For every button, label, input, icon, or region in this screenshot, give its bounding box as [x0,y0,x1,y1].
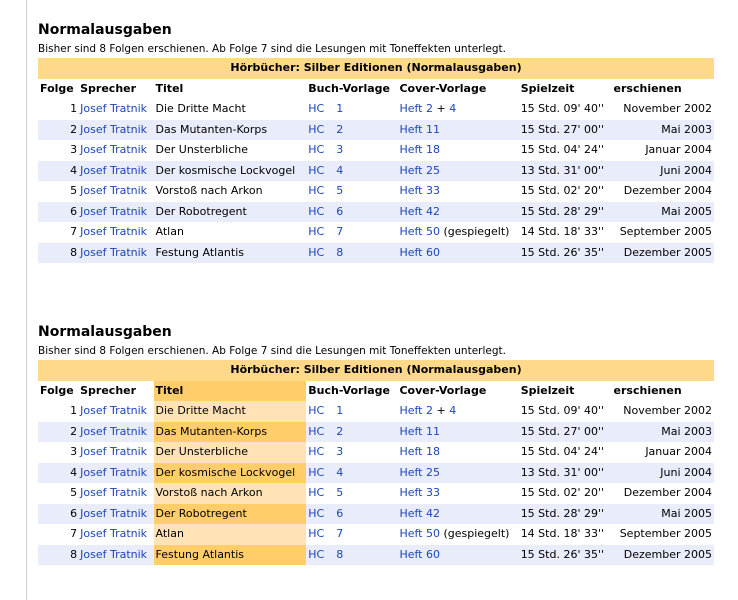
folge-cell: 7 [70,527,78,541]
hc-link[interactable]: HC 7 [308,225,344,239]
erschienen-cell: Mai 2005 [612,202,714,223]
titel-cell: Der kosmische Lockvogel [154,161,307,182]
buch-vorlage-cell [306,442,397,463]
table-row [38,243,714,264]
column-header-erschienen: erschienen [613,81,682,95]
sprecher-link[interactable]: Josef Tratnik [80,424,148,438]
table-row [38,442,714,463]
column-header-folge: Folge [40,383,74,397]
titel-cell: Der Robotregent [154,504,307,525]
buch-vorlage-cell [306,243,397,264]
sprecher-link[interactable]: Josef Tratnik [80,465,148,479]
cover-vorlage-cell [397,422,518,443]
sprecher-cell [78,202,153,223]
sprecher-link[interactable]: Josef Tratnik [80,102,148,116]
erschienen-cell: Mai 2003 [612,120,714,141]
cover-vorlage-cell [397,161,518,182]
spielzeit-cell: 15 Std. 02' 20'' [520,184,605,198]
sprecher-link[interactable]: Josef Tratnik [80,445,148,459]
folge-cell: 5 [70,486,78,500]
erschienen-cell: November 2002 [623,404,712,418]
folge-cell: 8 [38,243,78,264]
sprecher-cell [78,120,153,141]
section-intro: Bisher sind 8 Folgen erschienen. Ab Folge 7 sind die Lesungen mit Toneffekten unterlegt. [38,345,506,357]
titel-cell: Das Mutanten-Korps [154,120,307,141]
folge-cell: 6 [38,202,78,223]
heft-link[interactable]: Heft 60 [399,245,440,259]
hc-link[interactable]: HC 2 [308,122,344,136]
hc-link[interactable]: HC 8 [308,547,344,561]
sprecher-cell [78,401,153,422]
section-intro: Bisher sind 8 Folgen erschienen. Ab Folge 7 sind die Lesungen mit Toneffekten unterlegt. [38,43,506,55]
table-row [38,99,714,120]
column-header-titel: Titel [154,381,307,402]
folge-cell: 6 [38,504,78,525]
table-row [38,504,714,525]
sprecher-link[interactable]: Josef Tratnik [80,486,148,500]
hc-link[interactable]: HC 4 [308,465,344,479]
spielzeit-cell: 15 Std. 28' 29'' [519,504,612,525]
buch-vorlage-cell [306,120,397,141]
column-header-sprecher: Sprecher [80,81,137,95]
erschienen-cell: Dezember 2004 [623,184,712,198]
sprecher-cell [78,483,153,504]
cover-vorlage-cell [397,140,518,161]
cover-vorlage-cell [397,243,518,264]
table-row [38,202,714,223]
column-header-cover-vorlage: Cover-Vorlage [399,81,487,95]
episodes-table [38,58,714,263]
sprecher-link[interactable]: Josef Tratnik [80,204,148,218]
folge-cell: 1 [70,102,78,116]
heft-link[interactable]: Heft 42 [399,204,440,218]
buch-vorlage-cell [306,463,397,484]
cover-vorlage-cell [397,545,518,566]
spielzeit-cell: 14 Std. 18' 33'' [520,527,605,541]
hc-link[interactable]: HC 3 [308,445,344,459]
titel-cell: Die Dritte Macht [155,102,246,116]
episodes-table [38,360,714,565]
heft-link[interactable]: Heft 11 [399,122,440,136]
sprecher-cell [78,140,153,161]
erschienen-cell: Dezember 2005 [612,545,714,566]
heft-link-2[interactable]: 4 [449,404,457,418]
heft-link-2[interactable]: 4 [449,102,457,116]
titel-cell: Der Unsterbliche [154,442,307,463]
cover-vorlage-cell [397,442,518,463]
cover-vorlage-cell [397,524,518,545]
table-row [38,422,714,443]
audiobook-section-1 [38,20,714,263]
erschienen-cell: Mai 2005 [612,504,714,525]
spielzeit-cell: 15 Std. 26' 35'' [519,243,612,264]
hc-link[interactable]: HC 6 [308,204,344,218]
hc-link[interactable]: HC 7 [308,527,344,541]
column-header-sprecher: Sprecher [80,383,137,397]
table-caption: Hörbücher: Silber Editionen (Normalausgaben) [38,360,714,381]
erschienen-cell: Dezember 2005 [612,243,714,264]
section-heading: Normalausgaben [38,324,172,340]
sprecher-cell [78,524,153,545]
table-row [38,181,714,202]
spielzeit-cell: 14 Std. 18' 33'' [520,225,605,239]
buch-vorlage-cell [306,524,397,545]
buch-vorlage-cell [306,181,397,202]
sprecher-link[interactable]: Josef Tratnik [80,547,148,561]
section-heading: Normalausgaben [38,22,172,38]
sprecher-link[interactable]: Josef Tratnik [80,527,148,541]
folge-cell: 4 [38,161,78,182]
table-row [38,161,714,182]
titel-cell: Das Mutanten-Korps [154,422,307,443]
table-row [38,524,714,545]
folge-cell: 2 [38,120,78,141]
column-header-folge: Folge [40,81,74,95]
hc-link[interactable]: HC 4 [308,163,344,177]
sprecher-cell [78,222,153,243]
erschienen-cell: Mai 2003 [612,422,714,443]
spielzeit-cell: 15 Std. 26' 35'' [519,545,612,566]
erschienen-cell: November 2002 [623,102,712,116]
left-border-rule [26,0,27,600]
column-header-buch-vorlage: Buch-Vorlage [308,81,391,95]
erschienen-cell: September 2005 [619,527,712,541]
heft-link[interactable]: Heft 18 [399,445,440,459]
heft-link[interactable]: Heft 50 [399,527,440,541]
buch-vorlage-cell [306,401,397,422]
sprecher-link[interactable]: Josef Tratnik [80,184,148,198]
spielzeit-cell: 15 Std. 02' 20'' [520,486,605,500]
table-row [38,222,714,243]
sprecher-cell [78,545,153,566]
folge-cell: 1 [70,404,78,418]
cover-extra-text: + [432,404,450,418]
erschienen-cell: Dezember 2004 [623,486,712,500]
table-row [38,545,714,566]
heft-link[interactable]: Heft 42 [399,506,440,520]
sprecher-link[interactable]: Josef Tratnik [80,122,148,136]
heft-link[interactable]: Heft 25 [399,465,440,479]
buch-vorlage-cell [306,99,397,120]
sprecher-cell [78,99,153,120]
buch-vorlage-cell [306,504,397,525]
buch-vorlage-cell [306,422,397,443]
hc-link[interactable]: HC 6 [308,506,344,520]
cover-vorlage-cell [397,483,518,504]
cover-vorlage-cell [397,504,518,525]
hc-link[interactable]: HC 8 [308,245,344,259]
heft-link[interactable]: Heft 2 [399,102,433,116]
cover-extra-text: (gespiegelt) [439,527,510,541]
buch-vorlage-cell [306,161,397,182]
table-row [38,463,714,484]
table-caption: Hörbücher: Silber Editionen (Normalausgaben) [38,58,714,79]
spielzeit-cell: 15 Std. 04' 24'' [520,445,605,459]
titel-cell: Der kosmische Lockvogel [154,463,307,484]
erschienen-cell: Juni 2004 [612,463,714,484]
folge-cell: 3 [70,445,78,459]
titel-cell: Der Unsterbliche [155,143,249,157]
cover-extra-text: + [432,102,450,116]
erschienen-cell: Juni 2004 [612,161,714,182]
titel-cell: Festung Atlantis [154,545,307,566]
titel-cell: Der Robotregent [154,202,307,223]
sprecher-link[interactable]: Josef Tratnik [80,404,148,418]
sprecher-link[interactable]: Josef Tratnik [80,143,148,157]
buch-vorlage-cell [306,545,397,566]
hc-link[interactable]: HC 5 [308,184,344,198]
sprecher-cell [78,504,153,525]
hc-link[interactable]: HC 1 [308,404,344,418]
buch-vorlage-cell [306,483,397,504]
spielzeit-cell: 15 Std. 09' 40'' [520,404,605,418]
titel-cell: Die Dritte Macht [154,401,307,422]
heft-link[interactable]: Heft 50 [399,225,440,239]
buch-vorlage-cell [306,140,397,161]
column-header-buch-vorlage: Buch-Vorlage [308,383,391,397]
sprecher-cell [78,442,153,463]
erschienen-cell: Januar 2004 [645,143,712,157]
sprecher-cell [78,181,153,202]
cover-extra-text: (gespiegelt) [439,225,510,239]
cover-vorlage-cell [397,202,518,223]
folge-cell: 7 [70,225,78,239]
table-row [38,483,714,504]
heft-link[interactable]: Heft 33 [399,486,440,500]
cover-vorlage-cell [397,222,518,243]
heft-link[interactable]: Heft 2 [399,404,433,418]
buch-vorlage-cell [306,222,397,243]
folge-cell: 5 [70,184,78,198]
folge-cell: 3 [70,143,78,157]
sprecher-link[interactable]: Josef Tratnik [80,163,148,177]
folge-cell: 2 [38,422,78,443]
sprecher-cell [78,463,153,484]
audiobook-section-2 [38,322,714,565]
sprecher-link[interactable]: Josef Tratnik [80,245,148,259]
titel-cell: Atlan [155,225,184,239]
spielzeit-cell: 15 Std. 04' 24'' [520,143,605,157]
cover-vorlage-cell [397,181,518,202]
heft-link[interactable]: Heft 18 [399,143,440,157]
sprecher-cell [78,243,153,264]
titel-cell: Atlan [154,524,307,545]
heft-link[interactable]: Heft 33 [399,184,440,198]
buch-vorlage-cell [306,202,397,223]
cover-vorlage-cell [397,463,518,484]
table-row [38,140,714,161]
cover-vorlage-cell [397,120,518,141]
heft-link[interactable]: Heft 25 [399,163,440,177]
erschienen-cell: Januar 2004 [645,445,712,459]
table-row [38,401,714,422]
spielzeit-cell: 15 Std. 09' 40'' [520,102,605,116]
spielzeit-cell: 15 Std. 28' 29'' [519,202,612,223]
spielzeit-cell: 15 Std. 27' 00'' [519,120,612,141]
heft-link[interactable]: Heft 11 [399,424,440,438]
hc-link[interactable]: HC 3 [308,143,344,157]
hc-link[interactable]: HC 1 [308,102,344,116]
folge-cell: 8 [38,545,78,566]
sprecher-cell [78,422,153,443]
column-header-titel: Titel [155,81,184,95]
column-header-spielzeit: Spielzeit [520,81,575,95]
spielzeit-cell: 15 Std. 27' 00'' [519,422,612,443]
cover-vorlage-cell [397,99,518,120]
sprecher-link[interactable]: Josef Tratnik [80,506,148,520]
spielzeit-cell: 13 Std. 31' 00'' [519,463,612,484]
titel-cell: Vorstoß nach Arkon [155,184,263,198]
folge-cell: 4 [38,463,78,484]
erschienen-cell: September 2005 [619,225,712,239]
titel-cell: Festung Atlantis [154,243,307,264]
cover-vorlage-cell [397,401,518,422]
spielzeit-cell: 13 Std. 31' 00'' [519,161,612,182]
column-header-spielzeit: Spielzeit [520,383,575,397]
heft-link[interactable]: Heft 60 [399,547,440,561]
column-header-cover-vorlage: Cover-Vorlage [399,383,487,397]
hc-link[interactable]: HC 5 [308,486,344,500]
sprecher-cell [78,161,153,182]
titel-cell: Vorstoß nach Arkon [154,483,307,504]
table-row [38,120,714,141]
column-header-erschienen: erschienen [613,383,682,397]
sprecher-link[interactable]: Josef Tratnik [80,225,148,239]
hc-link[interactable]: HC 2 [308,424,344,438]
